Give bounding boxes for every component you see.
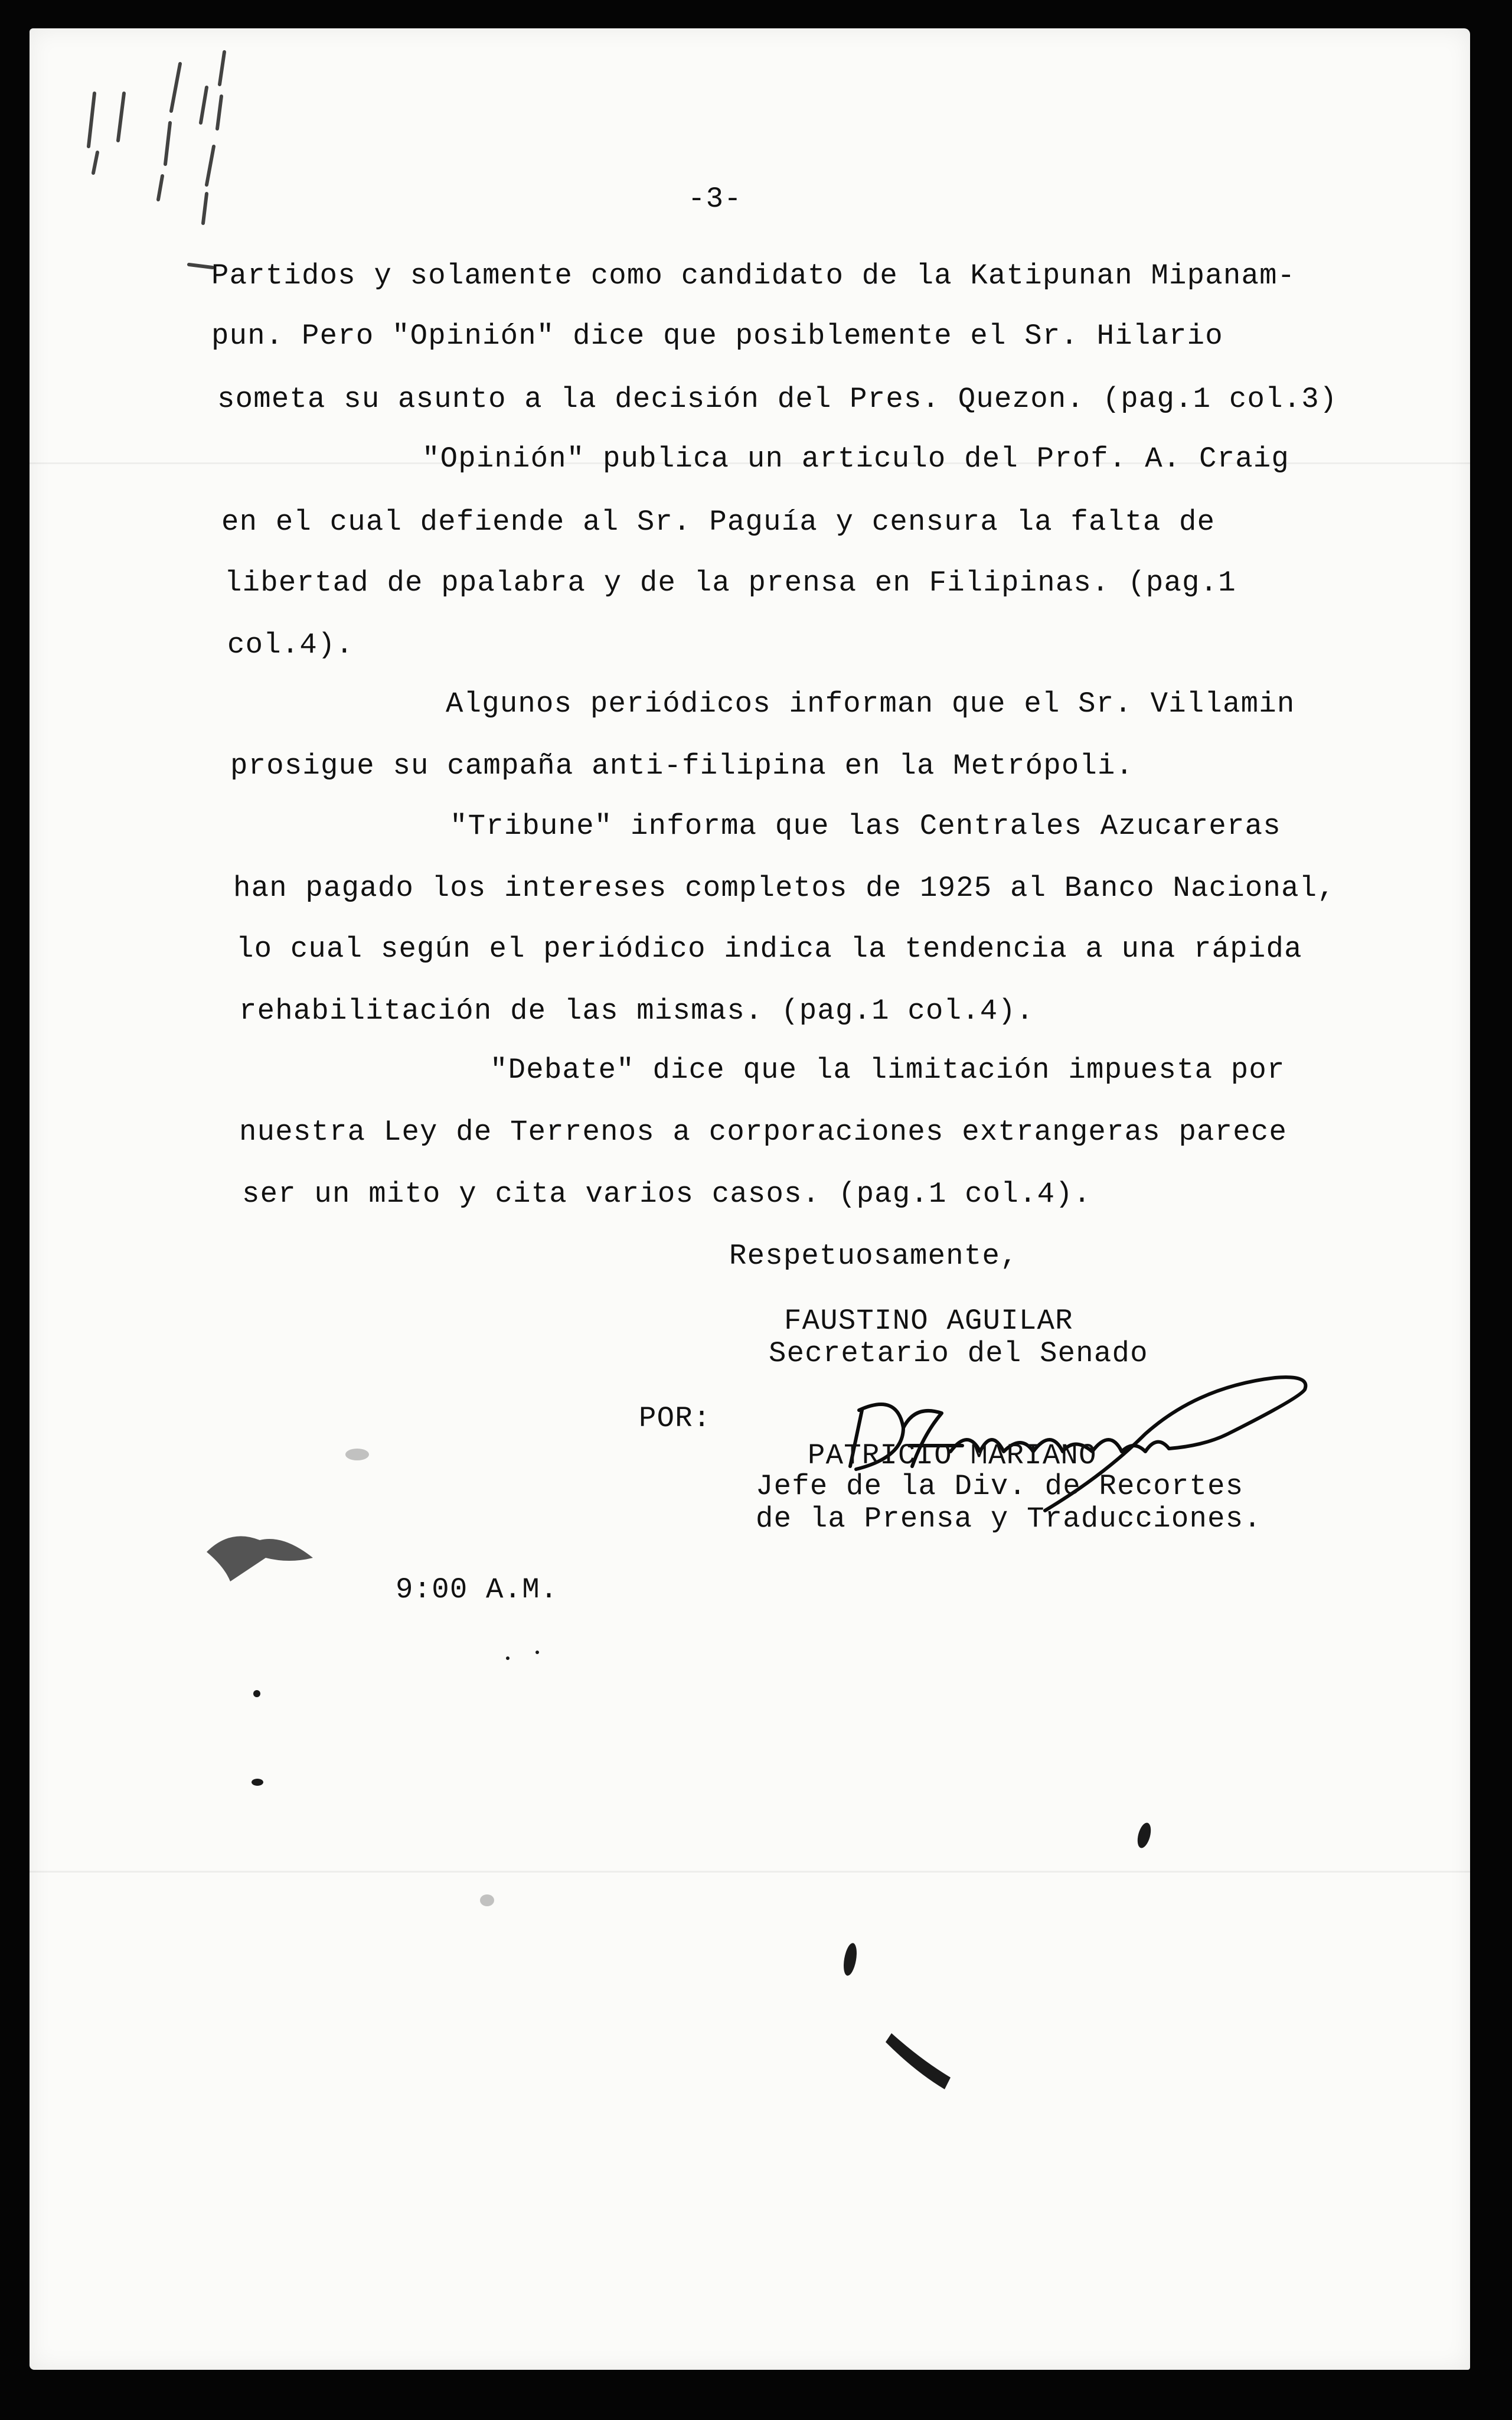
- second-signatory-name: PATRICIO MARIANO: [808, 1439, 1097, 1472]
- fold-line: [30, 1871, 1470, 1873]
- body-line: rehabilitación de las mismas. (pag.1 col.4).: [239, 994, 1034, 1028]
- body-line: Partidos y solamente como candidato de la Katipunan Mipanam-: [211, 259, 1296, 292]
- body-line: pun. Pero "Opinión" dice que posiblemente el Sr. Hilario: [211, 319, 1223, 353]
- body-line: han pagado los intereses completos de 1925 al Banco Nacional,: [233, 872, 1335, 905]
- second-signatory-title: de la Prensa y Traducciones.: [756, 1502, 1262, 1535]
- closing-salutation: Respetuosamente,: [729, 1240, 1018, 1273]
- body-line: lo cual según el periódico indica la tendencia a una rápida: [236, 932, 1302, 966]
- body-line: "Opinión" publica un articulo del Prof. A. Craig: [422, 442, 1290, 475]
- signatory-title: Secretario del Senado: [769, 1337, 1148, 1370]
- por-label: POR:: [639, 1402, 711, 1435]
- signatory-name: FAUSTINO AGUILAR: [784, 1304, 1073, 1338]
- body-line: col.4).: [227, 628, 354, 661]
- body-line: prosigue su campaña anti-filipina en la Metrópoli.: [230, 749, 1134, 782]
- body-line: ser un mito y cita varios casos. (pag.1 col.4).: [242, 1178, 1092, 1211]
- timestamp: 9:00 A.M.: [396, 1573, 559, 1606]
- body-line: someta su asunto a la decisión del Pres. Quezon. (pag.1 col.3): [217, 383, 1338, 416]
- body-line: "Debate" dice que la limitación impuesta por: [490, 1054, 1285, 1087]
- page-number: -3-: [688, 182, 742, 216]
- ink-blot: [195, 1516, 337, 1587]
- body-line: nuestra Ley de Terrenos a corporaciones extrangeras parece: [239, 1116, 1288, 1149]
- paper-sheet: [30, 28, 1470, 2370]
- body-line: "Tribune" informa que las Centrales Azucareras: [450, 810, 1281, 843]
- body-line: libertad de ppalabra y de la prensa en Filipinas. (pag.1: [224, 566, 1236, 599]
- body-line: en el cual defiende al Sr. Paguía y censura la falta de: [221, 505, 1216, 539]
- second-signatory-title: Jefe de la Div. de Recortes: [756, 1470, 1244, 1503]
- body-line: Algunos periódicos informan que el Sr. Villamin: [446, 687, 1295, 720]
